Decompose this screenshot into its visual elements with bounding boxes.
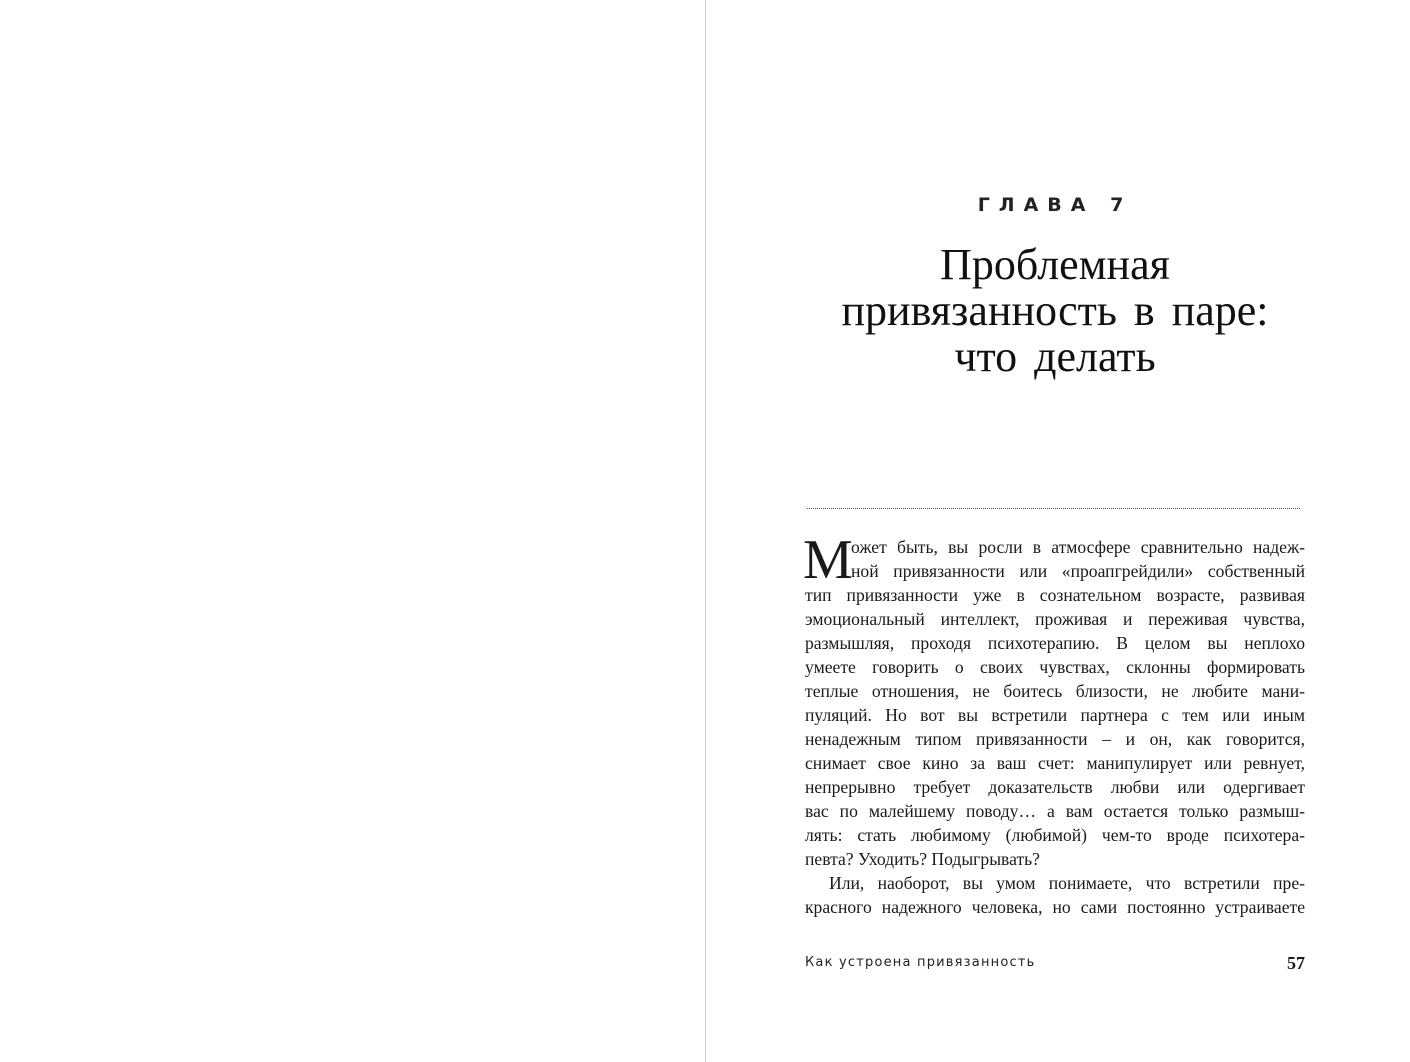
- drop-cap: М: [803, 529, 853, 591]
- text-line: Или, наоборот, вы умом понимаете, что встретили пре-: [829, 873, 1305, 893]
- page-number: 57: [1287, 953, 1305, 973]
- body-text: [803, 529, 1305, 919]
- text-line: эмоциональный интеллект, проживая и переживая чувства,: [805, 609, 1305, 629]
- text-line: непрерывно требует доказательств любви или одергивает: [805, 777, 1305, 797]
- text-line: красного надежного человека, но сами постоянно устраиваете: [805, 897, 1305, 917]
- text-line: снимает свое кино за ваш счет: манипулирует или ревнует,: [805, 753, 1305, 773]
- running-title: Как устроена привязанность: [805, 955, 1036, 970]
- text-line: ной привязанности или «проапгрейдили» собственный: [851, 561, 1305, 581]
- text-line: ненадежным типом привязанности – и он, как говорится,: [805, 729, 1305, 749]
- text-line: умеете говорить о своих чувствах, склонны формировать: [805, 657, 1305, 677]
- dotted-separator: [807, 508, 1300, 509]
- chapter-title-line: привязанность в паре:: [841, 286, 1269, 335]
- text-line: теплые отношения, не боитесь близости, не любите мани-: [805, 681, 1305, 701]
- text-line: ожет быть, вы росли в атмосфере сравнительно надеж-: [851, 537, 1305, 557]
- chapter-label: ГЛАВА 7: [977, 194, 1133, 216]
- chapter-title-line: Проблемная: [940, 240, 1170, 289]
- text-line: певта? Уходить? Подыгрывать?: [805, 849, 1040, 869]
- chapter-title: [780, 242, 1330, 380]
- text-line: пуляций. Но вот вы встретили партнера с тем или иным: [805, 705, 1305, 725]
- text-line: лять: стать любимому (любимой) чем-то вроде психотера-: [805, 825, 1305, 845]
- text-line: размышляя, проходя психотерапию. В целом вы неплохо: [805, 633, 1305, 653]
- text-line: тип привязанности уже в сознательном возрасте, развивая: [805, 585, 1305, 605]
- chapter-title-line: что делать: [954, 332, 1156, 381]
- text-line: вас по малейшему поводу… а вам остается только размыш-: [805, 801, 1305, 821]
- book-spine-divider: [705, 0, 706, 1062]
